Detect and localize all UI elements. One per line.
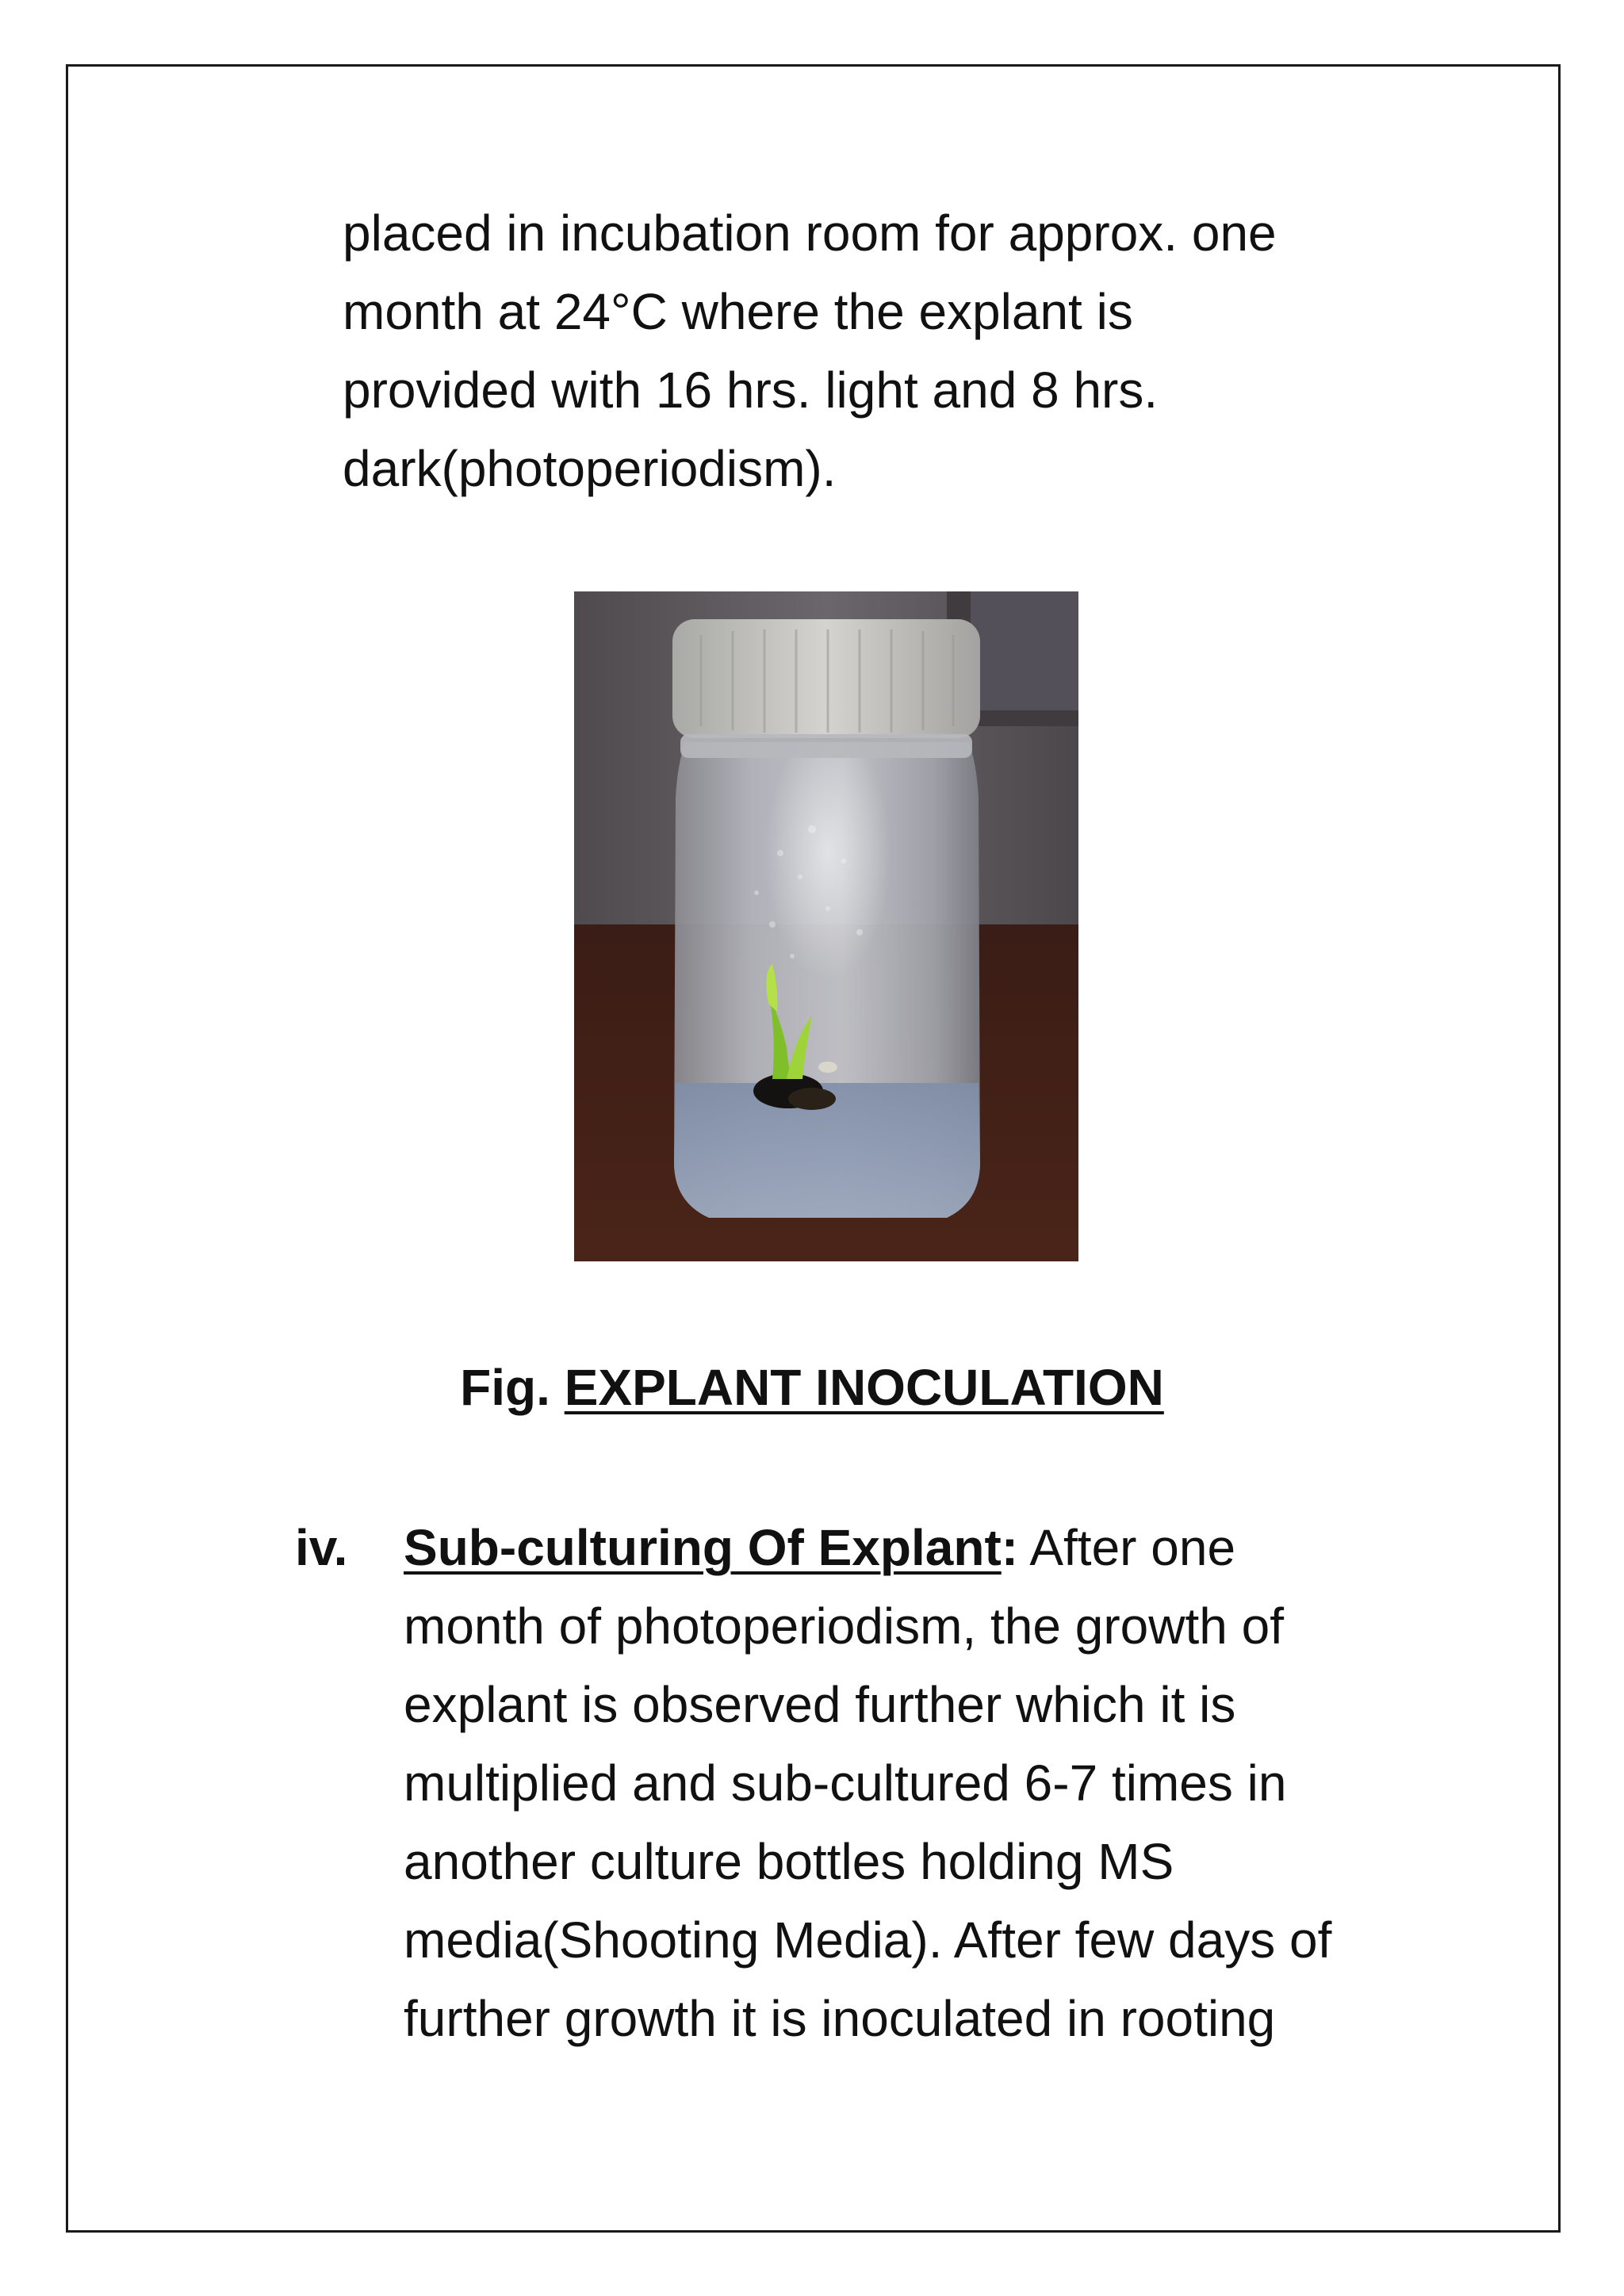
list-marker: iv. [295,1519,348,1576]
caption-title: EXPLANT INOCULATION [564,1359,1164,1416]
text-line: month of photoperiodism, the growth of [404,1598,1284,1655]
section-paragraph [404,1509,1530,2058]
caption-prefix: Fig. [460,1359,550,1416]
section-heading: Sub-culturing Of Explant [404,1519,1002,1576]
text-line: explant is observed further which it is [404,1676,1236,1733]
text-line: month at 24°C where the explant is [343,283,1133,340]
text-line: provided with 16 hrs. light and 8 hrs. [343,362,1159,419]
explant-culture-jar-photo [574,591,1078,1261]
text-line: media(Shooting Media). After few days of [404,1911,1332,1969]
heading-colon: : [1001,1519,1019,1576]
text-line: placed in incubation room for approx. one [343,205,1277,262]
text-line: multiplied and sub-cultured 6-7 times in [404,1755,1287,1812]
text-line: another culture bottles holding MS [404,1833,1174,1890]
text-line: dark(photoperiodism). [343,440,837,497]
first-line-text: After one [1018,1519,1236,1576]
top-paragraph [343,194,1437,508]
text-line: further growth it is inoculated in rooting [404,1990,1276,2047]
figure-caption [0,1352,1624,1423]
text-line [404,1509,1530,1587]
